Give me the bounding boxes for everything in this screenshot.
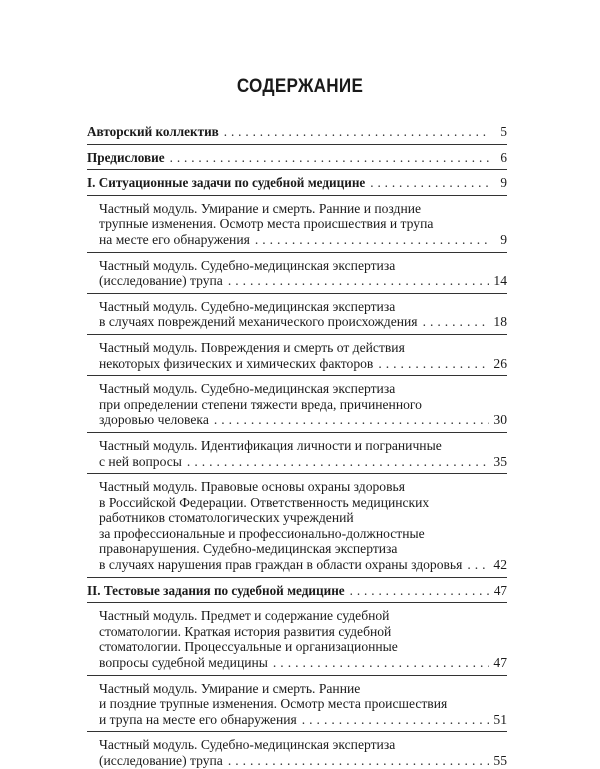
toc-entry-text-line: вопросы судебной медицины bbox=[99, 655, 268, 671]
dot-leader bbox=[423, 314, 489, 330]
dot-leader bbox=[228, 753, 489, 769]
toc-page-number: 51 bbox=[493, 711, 507, 727]
toc-subsection-entry[interactable] bbox=[87, 608, 507, 670]
toc-entry-text-line: Частный модуль. Судебно-медицинская экспертиза bbox=[99, 298, 396, 314]
toc-page-number: 47 bbox=[493, 582, 507, 598]
toc-entry-text-line: правонарушения. Судебно-медицинская экспертиза bbox=[99, 541, 398, 557]
dot-leader bbox=[187, 454, 489, 470]
toc-subsection-entry[interactable] bbox=[87, 201, 507, 248]
dot-leader bbox=[350, 583, 489, 599]
entry-divider bbox=[87, 473, 507, 474]
toc-entry-text-line: при определении степени тяжести вреда, причиненного bbox=[99, 396, 422, 412]
page-title: СОДЕРЖАНИЕ bbox=[236, 76, 364, 97]
toc-entry-text-line: (исследование) трупа bbox=[99, 273, 223, 289]
toc-entry-text-line: стоматологии. Краткая история развития судебной bbox=[99, 623, 392, 639]
toc-entry-text-line: Предисловие bbox=[87, 149, 165, 165]
toc-entry-text-line: Частный модуль. Судебно-медицинская экспертиза bbox=[99, 737, 396, 753]
toc-page-number: 26 bbox=[493, 355, 507, 371]
toc-page-number: 14 bbox=[493, 273, 507, 289]
toc-page-number: 9 bbox=[500, 231, 507, 247]
dot-leader bbox=[224, 124, 489, 140]
toc-entry-text-line: II. Тестовые задания по судебной медицине bbox=[87, 582, 345, 598]
dot-leader bbox=[273, 655, 489, 671]
dot-leader bbox=[170, 150, 489, 166]
toc-entry-text-line: некоторых физических и химических факторов bbox=[99, 355, 374, 371]
entry-divider bbox=[87, 375, 507, 376]
section-divider bbox=[87, 602, 507, 603]
toc-entry-text-line: Частный модуль. Идентификация личности и пограничные bbox=[99, 437, 442, 453]
section-divider bbox=[87, 169, 507, 170]
toc-entry-text-line: (исследование) трупа bbox=[99, 753, 223, 768]
entry-divider bbox=[87, 731, 507, 732]
toc-entry-text-line: Частный модуль. Судебно-медицинская экспертиза bbox=[99, 381, 396, 397]
toc-subsection-entry[interactable] bbox=[87, 737, 507, 768]
toc-entry-text-line: стоматологии. Процессуальные и организационные bbox=[99, 639, 398, 655]
toc-page-number: 9 bbox=[500, 175, 507, 191]
toc-page-number: 35 bbox=[493, 453, 507, 469]
toc-page-number: 18 bbox=[493, 314, 507, 330]
dot-leader bbox=[370, 175, 489, 191]
dot-leader bbox=[255, 232, 489, 248]
toc-entry-text-line: и поздние трупные изменения. Осмотр места происшествия bbox=[99, 696, 448, 712]
section-divider bbox=[87, 144, 507, 145]
dot-leader bbox=[378, 356, 489, 372]
toc-page-number: 6 bbox=[500, 149, 507, 165]
toc-section-entry[interactable] bbox=[87, 583, 507, 599]
toc-entry-text-line: здоровью человека bbox=[99, 412, 209, 428]
dot-leader bbox=[228, 273, 489, 289]
toc-entry-text-line: Частный модуль. Повреждения и смерть от действия bbox=[99, 339, 405, 355]
toc-entry-text-line: на месте его обнаружения bbox=[99, 231, 250, 247]
dot-leader bbox=[302, 712, 489, 728]
toc-section-entry[interactable] bbox=[87, 124, 507, 140]
section-divider bbox=[87, 195, 507, 196]
toc-entry-text-line: Частный модуль. Предмет и содержание судебной bbox=[99, 608, 390, 624]
entry-divider bbox=[87, 334, 507, 335]
toc-page-number: 30 bbox=[493, 412, 507, 428]
toc-entry-text-line: Авторский коллектив bbox=[87, 124, 219, 139]
toc-entry-text-line: в случаях повреждений механического происхождения bbox=[99, 314, 418, 330]
toc-page-number: 55 bbox=[493, 753, 507, 768]
toc-subsection-entry[interactable] bbox=[87, 438, 507, 469]
dot-leader bbox=[467, 557, 489, 573]
toc-subsection-entry[interactable] bbox=[87, 479, 507, 573]
section-divider bbox=[87, 577, 507, 578]
toc-entry-text-line: за профессиональные и профессионально-должностные bbox=[99, 525, 425, 541]
toc-subsection-entry[interactable] bbox=[87, 258, 507, 289]
toc-entry-text-line: с ней вопросы bbox=[99, 453, 182, 469]
toc-entry-text-line: I. Ситуационные задачи по судебной медицине bbox=[87, 175, 366, 191]
table-of-contents bbox=[87, 124, 507, 769]
entry-divider bbox=[87, 675, 507, 676]
toc-entry-text-line: Частный модуль. Умирание и смерть. Ранние и поздние bbox=[99, 200, 422, 216]
toc-section-entry[interactable] bbox=[87, 150, 507, 166]
toc-entry-text-line: Частный модуль. Правовые основы охраны здоровья bbox=[99, 479, 405, 495]
entry-divider bbox=[87, 293, 507, 294]
toc-subsection-entry[interactable] bbox=[87, 681, 507, 728]
toc-page-number: 5 bbox=[500, 124, 507, 139]
entry-divider bbox=[87, 432, 507, 433]
toc-page-number: 47 bbox=[493, 655, 507, 671]
toc-entry-text-line: Частный модуль. Судебно-медицинская экспертиза bbox=[99, 257, 396, 273]
toc-entry-text-line: работников стоматологических учреждений bbox=[99, 510, 354, 526]
toc-entry-text-line: Частный модуль. Умирание и смерть. Ранние bbox=[99, 680, 361, 696]
toc-entry-text-line: в Российской Федерации. Ответственность медицинских bbox=[99, 494, 430, 510]
dot-leader bbox=[214, 412, 489, 428]
toc-section-entry[interactable] bbox=[87, 175, 507, 191]
toc-subsection-entry[interactable] bbox=[87, 340, 507, 371]
toc-page-number: 42 bbox=[493, 557, 507, 573]
entry-divider bbox=[87, 252, 507, 253]
toc-entry-text-line: трупные изменения. Осмотр места происшествия и трупа bbox=[99, 216, 434, 232]
toc-subsection-entry[interactable] bbox=[87, 381, 507, 428]
toc-subsection-entry[interactable] bbox=[87, 299, 507, 330]
toc-entry-text-line: в случаях нарушения прав граждан в области охраны здоровья bbox=[99, 557, 463, 573]
toc-entry-text-line: и трупа на месте его обнаружения bbox=[99, 711, 297, 727]
